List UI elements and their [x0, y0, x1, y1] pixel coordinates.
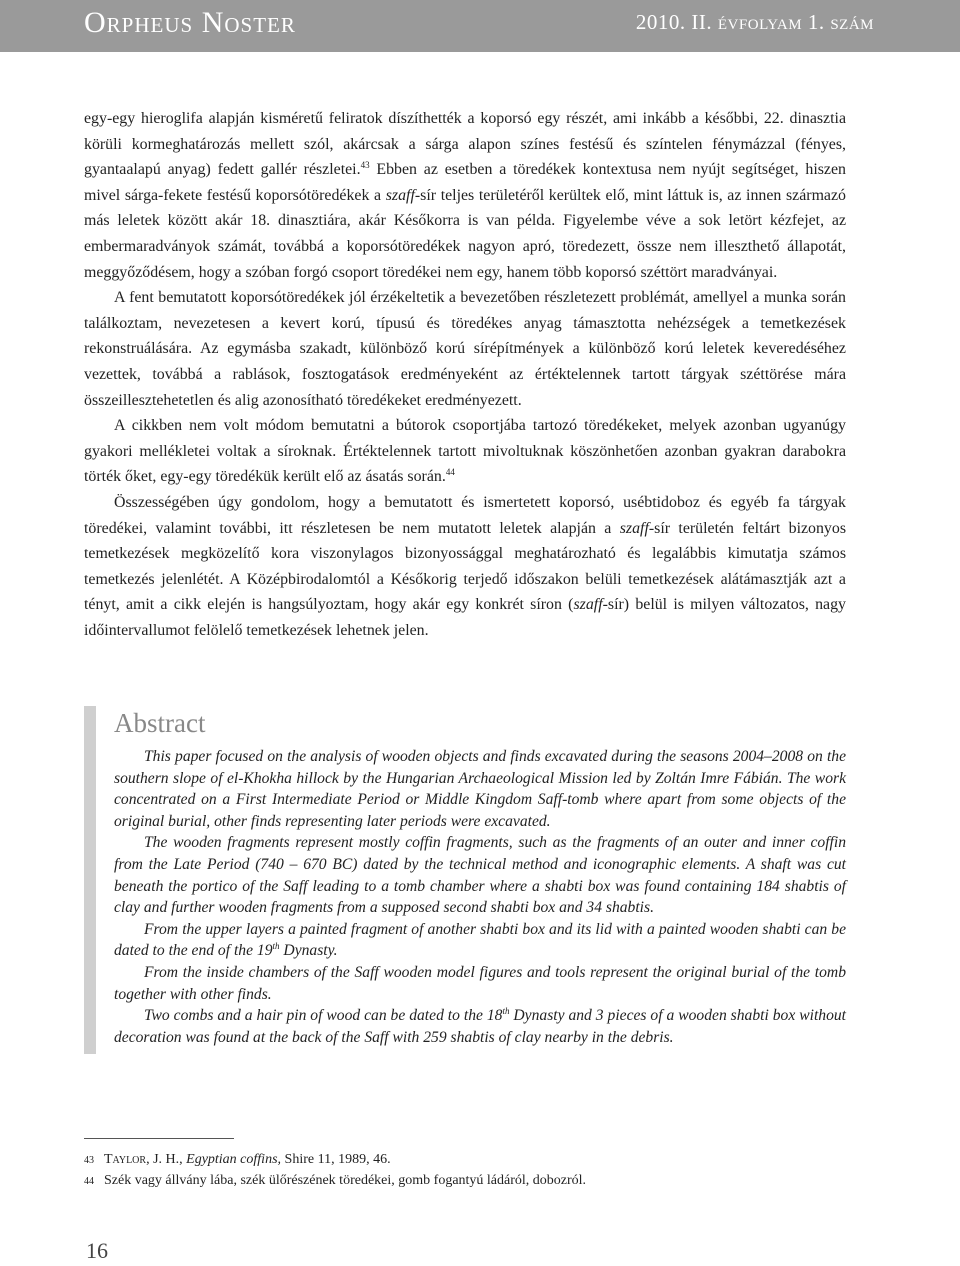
footnote-divider: [84, 1138, 234, 1139]
page-header: [0, 0, 960, 52]
paragraph-4: [84, 490, 846, 644]
abstract-section: [84, 706, 846, 1054]
paragraph-text: egy-egy hieroglifa alapján kisméretű feliratok díszíthették a koporsó egy részét, ami inkább a későbbi, 22. dinasztia körüli kormeghatározás mellett szól, akárcsak a sárga alapon színes festésű és színtelen fénymázzal (fényes, gyantaalapú anyag) fedett gallér részletei.: [84, 110, 846, 179]
footnote-ref: 44: [445, 467, 455, 478]
footnote-text: [104, 1150, 391, 1171]
italic-term: szaff: [573, 596, 603, 614]
abstract-body: [114, 746, 846, 1048]
paragraph-text: A cikkben nem volt módom bemutatni a bútorok csoportjába tartozó töredékeket, melyek azonban ugyanúgy gyakori mellékletei voltak a síroknak. Értéktelennek tartott mivoltuknak köszönhetően azonban gyakran darabokra törték őket, egy-egy töredékük került elő az ásatás során.: [84, 417, 846, 486]
abstract-text: Dynasty and 3 pieces of a wooden shabti box without decoration was found at the back of the Saff with 259 shabtis of clay nearby in the debris.: [114, 1007, 846, 1046]
italic-term: szaff: [619, 519, 649, 537]
footnote-title: Egyptian coffins,: [186, 1152, 282, 1167]
abstract-text: Two combs and a hair pin of wood can be dated to the 18: [144, 1007, 503, 1025]
paragraph-text: -sír területén feltárt bizonyos temetkezések megközelítő kora viszonylagos bizonyossággal meghatározható és legalábbis kimutatja számos temetkezés jelenlétét. A Középbirodalomtól a Későkorig terjedő időszakon belüli temetkezések alátámasztják azt a tényt, amit a cikk elején is hangsúlyoztam, hogy akár egy konkrét síron (: [84, 519, 847, 614]
footnote-number: 43: [84, 1155, 94, 1166]
abstract-paragraph: The wooden fragments represent mostly coffin fragments, such as the fragments of an outer and inner coffin from the Late Period (740 – 670 BC) dated by the technical method and iconographic elements. A shaft was cut beneath the portico of the Saff leading to a tomb chamber where a shabti box was found containing 184 shabtis of clay and further wooden fragments from a supposed second shabti box and 34 shabtis.: [114, 834, 846, 917]
paragraph-3: [84, 413, 846, 490]
abstract-paragraph: This paper focused on the analysis of wooden objects and finds excavated during the seasons 2004–2008 on the southern slope of el-Khokha hillock by the Hungarian Archaeological Mission led by Zoltán Imre Fábián. The work concentrated on a First Intermediate Period or Middle Kingdom Saff-tomb where apart from some objects of the original burial, other finds representing later periods were excavated.: [114, 748, 846, 830]
paragraph-2: A fent bemutatott koporsótöredékek jól érzékeltetik a bevezetőben részletezett problémát, amellyel a munka során találkoztam, nevezetesen a kevert korú, típusú és töredékes anyag támasztotta nehézségek a temetkezések rekonstruálására. Az egymásba szakadt, különböző korú sírépítmények a különböző korú leletek keveredéséhez vezettek, továbbá a rablások, fosztogatások eredményeként az értéktelennek tartott tárgyak széttörése mára összeillesztehetetlen és alig azonosítható töredékeket eredményezett.: [84, 289, 846, 409]
superscript: th: [272, 941, 280, 952]
issue-label: 2010. II. évfolyam 1. szám: [635, 10, 874, 34]
footnote-ref: 43: [360, 160, 370, 171]
abstract-paragraph: [114, 919, 846, 962]
footnote-43: [84, 1150, 846, 1171]
abstract-paragraph: [114, 1005, 846, 1048]
abstract-heading: Abstract: [114, 708, 206, 738]
paragraph-text: -sír) belül is milyen változatos, nagy időintervallumot felölelő temetkezések lehetnek jelen.: [84, 596, 846, 639]
superscript: th: [502, 1006, 510, 1017]
footnotes: [84, 1150, 846, 1192]
footnote-rest: Shire 11, 1989, 46.: [281, 1152, 391, 1167]
italic-term: szaff: [385, 186, 415, 204]
abstract-text: From the upper layers a painted fragment of another shabti box and its lid with a painted wooden shabti can be dated to the end of the 19: [114, 920, 846, 960]
paragraph-text: -sír teljes területéről kerültek elő, mint láttuk is, az innen származó más leletek között akár 18. dinasztiára, akár Későkorra is van példa. Figyelembe véve a sok letört kézfejet, az embermaradványok számát, továbbá a koporsótöredékek nagyon apró, töredezett, össze nem illeszthető állapotát, meggyőződésem, hogy a szóban forgó csoport töredékei nem egy, hanem több koporsó széttört maradványai.: [84, 186, 846, 281]
main-text: [84, 106, 846, 643]
abstract-side-bar: [84, 706, 96, 1054]
footnote-text: Szék vagy állvány lába, szék ülőrészének töredékei, gomb fogantyú ládáról, dobozról.: [104, 1173, 587, 1188]
footnote-44: [84, 1171, 846, 1192]
abstract-paragraph: From the inside chambers of the Saff wooden model figures and tools represent the original burial of the tomb together with other finds.: [114, 963, 846, 1003]
footnote-author: Taylor, J. H.: [104, 1152, 180, 1167]
paragraph-text: Összességében úgy gondolom, hogy a bemutatott és ismertetett koporsó, usébtidoboz és egyéb fa tárgyak töredékei, valamint további, itt részletesen be nem mutatott leletek alapján a: [84, 493, 846, 537]
footnote-separator: ,: [179, 1152, 187, 1167]
abstract-text: Dynasty.: [279, 942, 338, 960]
journal-title: Orpheus Noster: [84, 6, 296, 39]
paragraph-text: Ebben az esetben a töredékek kontextusa nem nyújt segítséget, hiszen mivel sárga-fekete festésű koporsótöredékek a: [84, 161, 846, 204]
footnote-number: 44: [84, 1176, 94, 1187]
paragraph-1: [84, 106, 846, 285]
page-number: 16: [86, 1238, 108, 1263]
